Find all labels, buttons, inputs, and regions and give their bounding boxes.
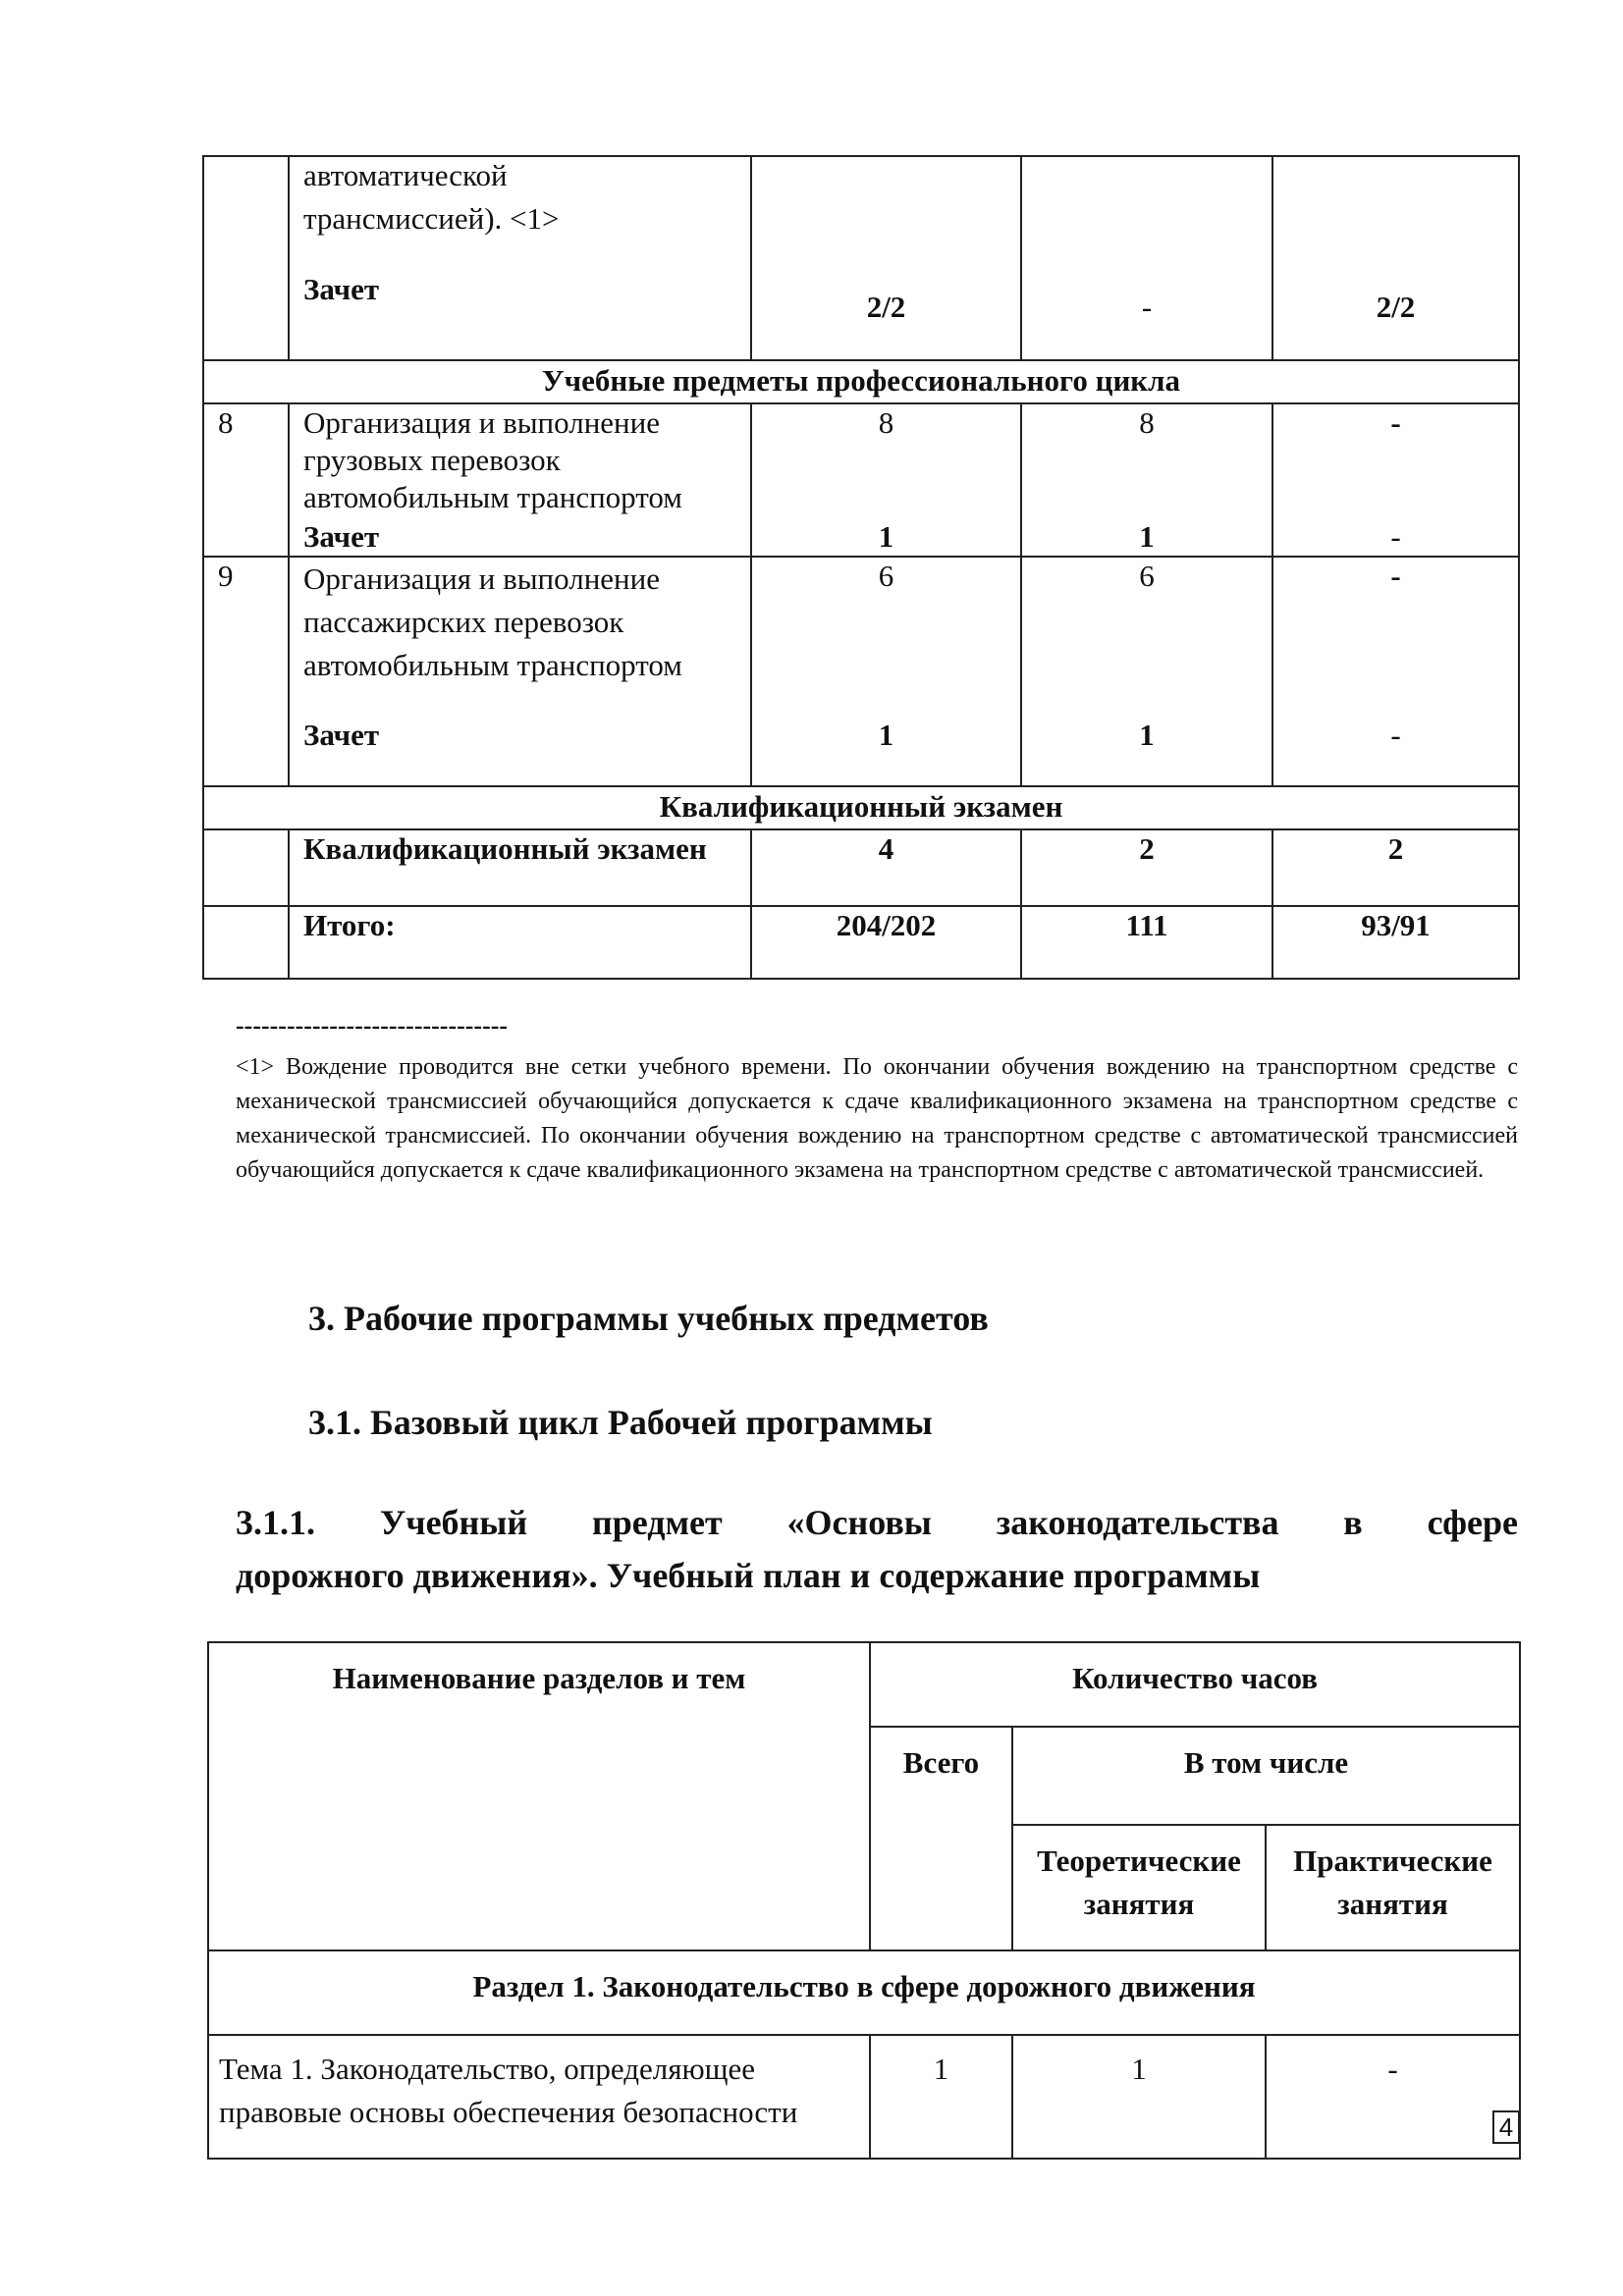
topic-total-cell: 1 xyxy=(870,2035,1012,2159)
row-number-cell xyxy=(203,156,289,360)
hours-practice-cell: 93/91 xyxy=(1272,906,1519,979)
subject-name-cell xyxy=(289,557,751,786)
topic-theory-cell: 1 xyxy=(1012,2035,1266,2159)
hours-theory-cell: 111 xyxy=(1021,906,1272,979)
header-name-cell: Наименование разделов и тем xyxy=(208,1642,870,1950)
study-plan-table xyxy=(207,1641,1521,2160)
exam-label: Зачет xyxy=(303,272,380,306)
subject-name-cell: Квалификационный экзамен xyxy=(289,829,751,906)
subject-name: Организация и выполнение грузовых перевозок автомобильным транспортом xyxy=(303,405,682,514)
exam-label: Зачет xyxy=(303,519,380,554)
section-title: Квалификационный экзамен xyxy=(203,786,1519,829)
subsection-heading: 3.1. Базовый цикл Рабочей программы xyxy=(308,1403,933,1442)
total-row xyxy=(203,906,1519,979)
hours-practice-cell: - - xyxy=(1272,403,1519,557)
row-number-cell xyxy=(203,906,289,979)
header-including-cell: В том числе xyxy=(1012,1727,1520,1825)
subject-heading-line1: 3.1.1. Учебный предмет «Основы законодательства в сфере xyxy=(236,1503,1518,1542)
hours-practice-cell: 2 xyxy=(1272,829,1519,906)
subject-name-line: трансмиссией). <1> xyxy=(303,201,560,236)
table-row xyxy=(203,156,1519,360)
hours-practice-cell: - - xyxy=(1272,557,1519,786)
row-number-cell: 9 xyxy=(203,557,289,786)
section-heading: 3. Рабочие программы учебных предметов xyxy=(308,1299,989,1338)
footnote-separator: -------------------------------- xyxy=(236,1011,509,1040)
table-row xyxy=(203,557,1519,786)
section-title: Учебные предметы профессионального цикла xyxy=(203,360,1519,403)
subject-name: Организация и выполнение пассажирских перевозок автомобильным транспортом xyxy=(303,561,682,682)
topic-practice-cell: - xyxy=(1266,2035,1520,2159)
section-title: Раздел 1. Законодательство в сфере дорожного движения xyxy=(208,1950,1520,2035)
subject-name-cell: Итого: xyxy=(289,906,751,979)
header-hours-cell: Количество часов xyxy=(870,1642,1520,1727)
subject-name-cell xyxy=(289,156,751,360)
hours-theory-cell: 8 1 xyxy=(1021,403,1272,557)
subject-name-line: автоматической xyxy=(303,158,508,192)
header-practice-cell: Практические занятия xyxy=(1266,1825,1520,1950)
table-row xyxy=(203,403,1519,557)
hours-total-cell: 8 1 xyxy=(751,403,1021,557)
subject-name-cell xyxy=(289,403,751,557)
hours-practice-cell: 2/2 xyxy=(1272,156,1519,360)
table-row xyxy=(203,829,1519,906)
hours-total-cell: 4 xyxy=(751,829,1021,906)
section-row xyxy=(203,360,1519,403)
row-number-cell: 8 xyxy=(203,403,289,557)
topic-name-cell: Тема 1. Законодательство, определяющее правовые основы обеспечения безопасности xyxy=(208,2035,870,2159)
curriculum-table xyxy=(202,155,1520,980)
hours-theory-cell: 2 xyxy=(1021,829,1272,906)
section-row xyxy=(203,786,1519,829)
page-number: 4 xyxy=(1492,2110,1520,2144)
header-row xyxy=(208,1642,1520,1727)
header-theory-cell: Теоретические занятия xyxy=(1012,1825,1266,1950)
hours-theory-cell: - xyxy=(1021,156,1272,360)
footnote-text: <1> Вождение проводится вне сетки учебного времени. По окончании обучения вождению на транспортном средстве с механической трансмиссией обучающийся допускается к сдаче квалификационного экзамена на транспортном средстве с механической трансмиссией. По окончании обучения вождению на транспортном средстве с автоматической трансмиссией обучающийся допускается к сдаче квалификационного экзамена на транспортном средстве с автоматической трансмиссией. xyxy=(236,1054,1518,1183)
hours-theory-cell: 6 1 xyxy=(1021,557,1272,786)
subject-heading-line2: дорожного движения». Учебный план и содержание программы xyxy=(236,1556,1261,1595)
row-number-cell xyxy=(203,829,289,906)
header-total-cell: Всего xyxy=(870,1727,1012,1950)
hours-total-cell: 2/2 xyxy=(751,156,1021,360)
hours-total-cell: 6 1 xyxy=(751,557,1021,786)
section-row xyxy=(208,1950,1520,2035)
exam-label: Зачет xyxy=(303,718,380,752)
table-row xyxy=(208,2035,1520,2159)
hours-total-cell: 204/202 xyxy=(751,906,1021,979)
